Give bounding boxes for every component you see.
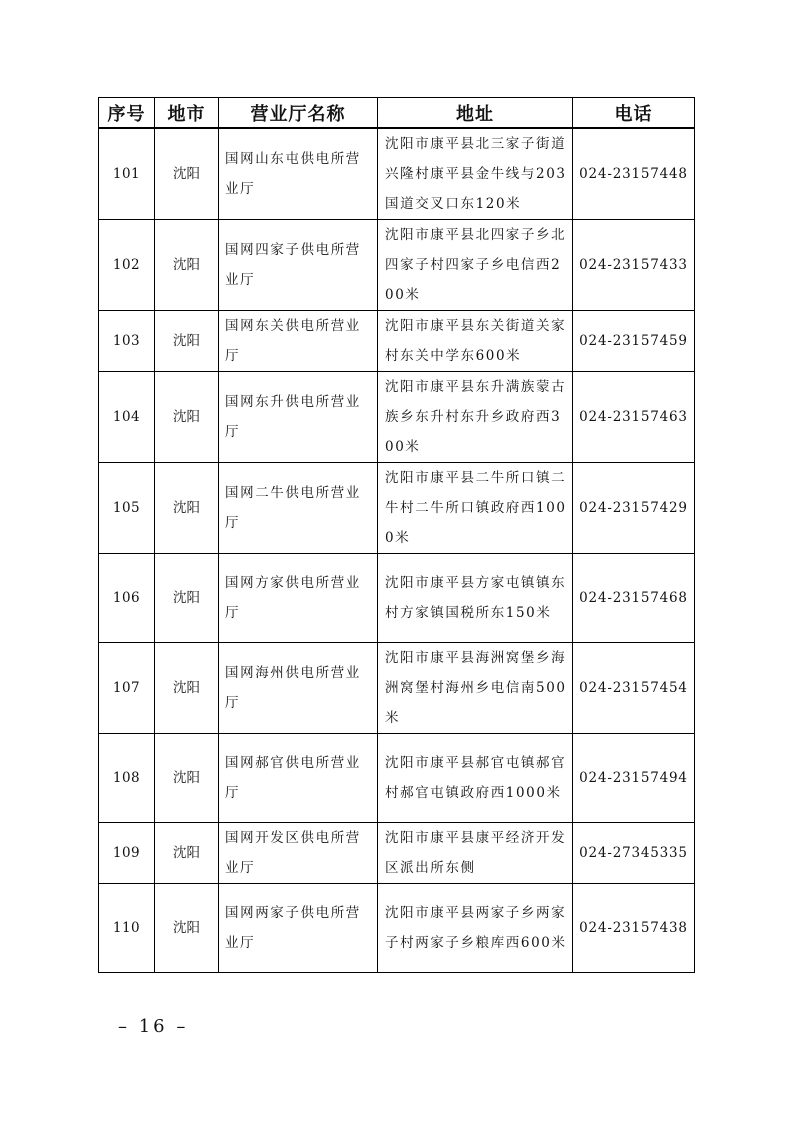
row-hall-name: 国网二牛供电所营业厅	[219, 463, 378, 554]
row-hall-name: 国网东关供电所营业厅	[219, 311, 378, 372]
row-phone: 024-23157438	[573, 884, 695, 973]
header-city: 地市	[155, 98, 219, 129]
header-phone: 电话	[573, 98, 695, 129]
table-row	[99, 463, 695, 554]
table-row	[99, 554, 695, 643]
table-row	[99, 734, 695, 823]
row-hall-name: 国网东升供电所营业厅	[219, 372, 378, 463]
row-number: 107	[99, 643, 155, 734]
row-hall-name: 国网海州供电所营业厅	[219, 643, 378, 734]
table-row	[99, 884, 695, 973]
page-number: – 16 –	[118, 1016, 189, 1037]
row-city: 沈阳	[155, 823, 219, 884]
row-city: 沈阳	[155, 554, 219, 643]
row-address: 沈阳市康平县方家屯镇镇东村方家镇国税所东150米	[378, 554, 573, 643]
header-hall-name: 营业厅名称	[219, 98, 378, 129]
row-hall-name: 国网两家子供电所营业厅	[219, 884, 378, 973]
row-hall-name: 国网郝官供电所营业厅	[219, 734, 378, 823]
row-number: 102	[99, 220, 155, 311]
row-phone: 024-23157448	[573, 128, 695, 220]
row-address: 沈阳市康平县康平经济开发区派出所东侧	[378, 823, 573, 884]
row-phone: 024-23157454	[573, 643, 695, 734]
row-phone: 024-23157468	[573, 554, 695, 643]
row-phone: 024-23157433	[573, 220, 695, 311]
row-phone: 024-23157494	[573, 734, 695, 823]
row-phone: 024-23157459	[573, 311, 695, 372]
row-address: 沈阳市康平县东升满族蒙古族乡东升村东升乡政府西300米	[378, 372, 573, 463]
row-address: 沈阳市康平县两家子乡两家子村两家子乡粮库西600米	[378, 884, 573, 973]
table-row	[99, 220, 695, 311]
row-number: 106	[99, 554, 155, 643]
row-address: 沈阳市康平县北四家子乡北四家子村四家子乡电信西200米	[378, 220, 573, 311]
row-hall-name: 国网方家供电所营业厅	[219, 554, 378, 643]
row-address: 沈阳市康平县东关街道关家村东关中学东600米	[378, 311, 573, 372]
row-phone: 024-23157463	[573, 372, 695, 463]
row-number: 110	[99, 884, 155, 973]
header-address: 地址	[378, 98, 573, 129]
table-row	[99, 823, 695, 884]
row-address: 沈阳市康平县海洲窝堡乡海洲窝堡村海州乡电信南500米	[378, 643, 573, 734]
table-header-row	[99, 98, 695, 129]
row-city: 沈阳	[155, 463, 219, 554]
table-row	[99, 372, 695, 463]
row-number: 105	[99, 463, 155, 554]
row-number: 103	[99, 311, 155, 372]
row-city: 沈阳	[155, 643, 219, 734]
row-city: 沈阳	[155, 128, 219, 220]
row-number: 104	[99, 372, 155, 463]
table-row	[99, 128, 695, 220]
row-hall-name: 国网开发区供电所营业厅	[219, 823, 378, 884]
table-row	[99, 311, 695, 372]
row-number: 108	[99, 734, 155, 823]
row-address: 沈阳市康平县北三家子街道兴隆村康平县金牛线与203国道交叉口东120米	[378, 128, 573, 220]
row-city: 沈阳	[155, 884, 219, 973]
row-phone: 024-27345335	[573, 823, 695, 884]
row-address: 沈阳市康平县郝官屯镇郝官村郝官屯镇政府西1000米	[378, 734, 573, 823]
header-number: 序号	[99, 98, 155, 129]
row-city: 沈阳	[155, 311, 219, 372]
row-number: 101	[99, 128, 155, 220]
row-number: 109	[99, 823, 155, 884]
row-city: 沈阳	[155, 734, 219, 823]
service-hall-table	[98, 97, 695, 973]
row-city: 沈阳	[155, 220, 219, 311]
table-row	[99, 643, 695, 734]
row-phone: 024-23157429	[573, 463, 695, 554]
row-hall-name: 国网四家子供电所营业厅	[219, 220, 378, 311]
row-city: 沈阳	[155, 372, 219, 463]
row-address: 沈阳市康平县二牛所口镇二牛村二牛所口镇政府西1000米	[378, 463, 573, 554]
row-hall-name: 国网山东屯供电所营业厅	[219, 128, 378, 220]
